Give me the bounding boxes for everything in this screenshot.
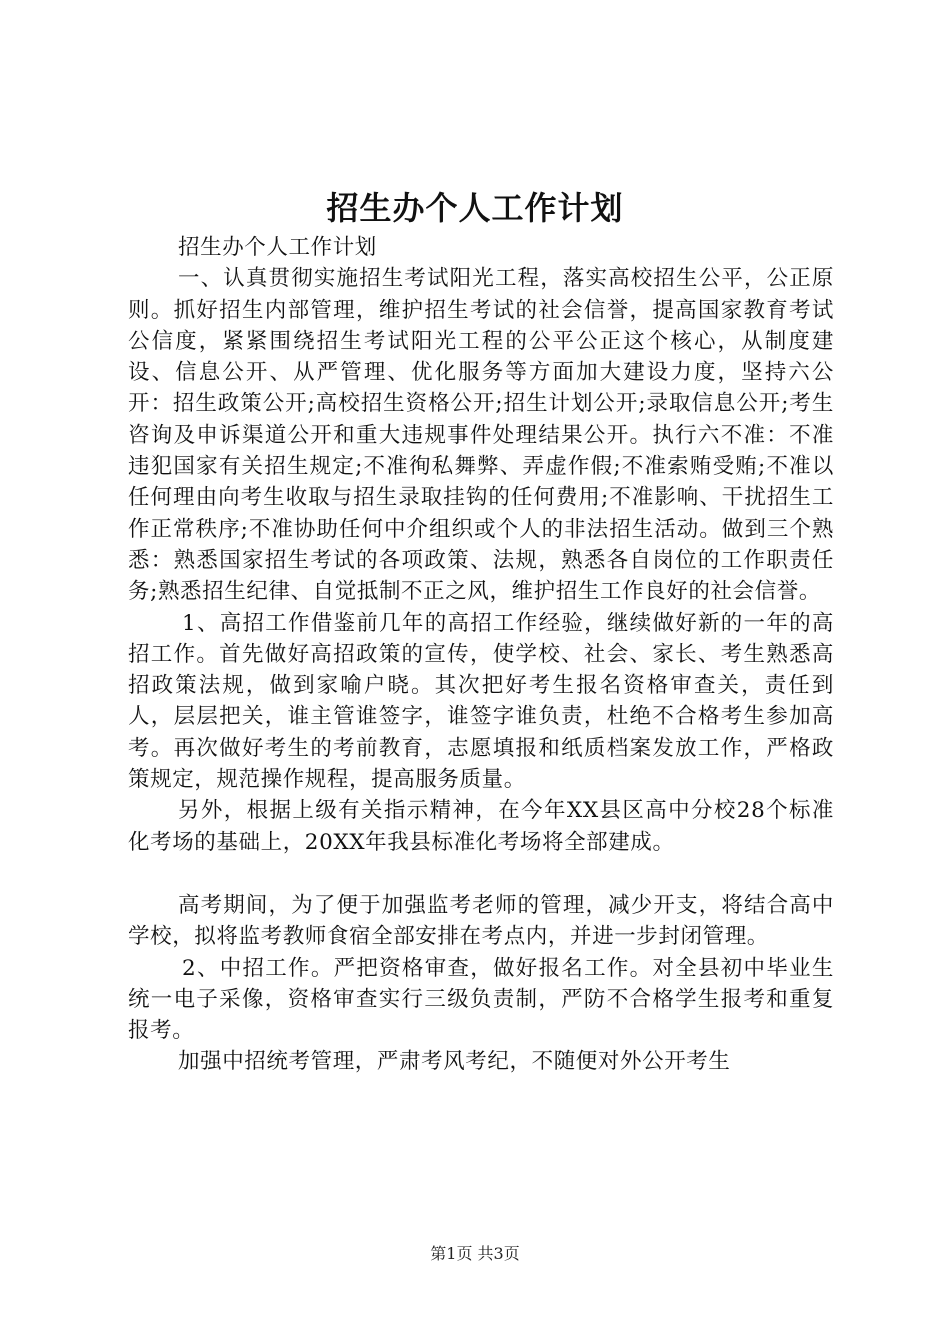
paragraph-zhongkao-management: 加强中招统考管理，严肃考风考纪，不随便对外公开考生 [178, 1049, 731, 1075]
paragraph-standard-exam-rooms: 另外，根据上级有关指示精神，在今年XX县区高中分校28个标准化考场的基础上，20XX年我县标准化考场将全部建成。 [128, 798, 834, 855]
paragraph-subtitle: 招生办个人工作计划 [178, 235, 377, 260]
document-body [128, 232, 834, 1078]
document-title: 招生办个人工作计划 [326, 189, 624, 227]
paragraph-section-one: 一、认真贯彻实施招生考试阳光工程，落实高校招生公平，公正原则。抓好招生内部管理，维护招生考试的社会信誉，提高国家教育考试公信度，紧紧围绕招生考试阳光工程的公平公正这个核心，从制度建设、信息公开、从严管理、优化服务等方面加大建设力度，坚持六公开：招生政策公开;高校招生资格公开;招生计划公开;录取信息公开;考生咨询及申诉渠道公开和重大违规事件处理结果公开。执行六不准：不准违犯国家有关招生规定;不准徇私舞弊、弄虚作假;不准索贿受贿;不准以任何理由向考生收取与招生录取挂钩的任何费用;不准影响、干扰招生工作正常秩序;不准协助任何中介组织或个人的非法招生活动。做到三个熟悉：熟悉国家招生考试的各项政策、法规，熟悉各自岗位的工作职责任务;熟悉招生纪律、自觉抵制不正之风，维护招生工作良好的社会信誉。 [128, 266, 834, 605]
paragraph-zhongkao-work: 2、中招工作。严把资格审查，做好报名工作。对全县初中毕业生统一电子采像，资格审查实行三级负责制，严防不合格学生报考和重复报考。 [128, 955, 834, 1044]
paragraph-gap [128, 858, 834, 890]
paragraph-gaokao-period: 高考期间，为了便于加强监考老师的管理，减少开支，将结合高中学校，拟将监考教师食宿全部安排在考点内，并进一步封闭管理。 [128, 892, 834, 950]
paragraph-gaokao-work: 1、高招工作借鉴前几年的高招工作经验，继续做好新的一年的高招工作。首先做好高招政策的宣传，使学校、社会、家长、考生熟悉高招政策法规，做到家喻户晓。其次把好考生报名资格审查关，责任到人，层层把关，谁主管谁签字，谁签字谁负责，杜绝不合格考生参加高考。再次做好考生的考前教育，志愿填报和纸质档案发放工作，严格政策规定，规范操作规程，提高服务质量。 [128, 610, 834, 793]
page-footer: 第1页 共3页 [430, 1244, 520, 1263]
